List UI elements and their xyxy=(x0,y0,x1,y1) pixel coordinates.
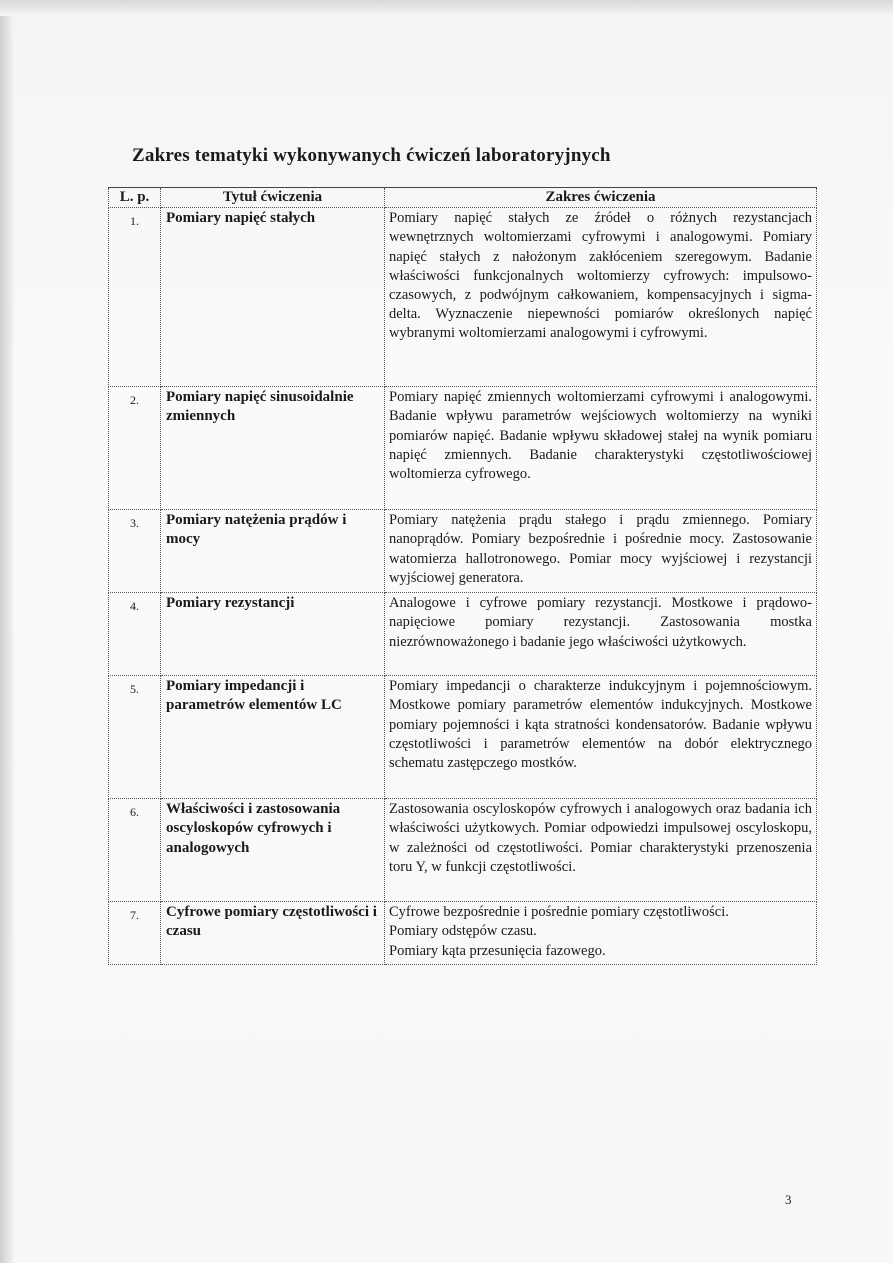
lab-topics-table xyxy=(108,187,817,965)
header-title: Tytuł ćwiczenia xyxy=(161,188,385,208)
row-topic: Pomiary natężenia prądów i mocy xyxy=(161,510,385,593)
row-topic: Pomiary impedancji i parametrów elementów LC xyxy=(161,676,385,799)
table-row xyxy=(109,510,817,593)
table-header-row xyxy=(109,188,817,208)
row-scope: Pomiary napięć stałych ze źródeł o różnych rezystancjach wewnętrznych woltomierzami cyfrowymi i analogowymi. Pomiary napięć stałych z nałożonym zakłóceniem szeregowym. Badanie właściwości funkcjonalnych woltomierzy cyfrowych: impulsowo-czasowych, z podwójnym całkowaniem, kompensacyjnych i sigma-delta. Wyznaczenie niepewności pomiarów określonych napięć wybranymi woltomierzami analogowymi i cyfrowymi. xyxy=(385,208,817,387)
row-topic: Pomiary rezystancji xyxy=(161,593,385,676)
scan-edge-shadow xyxy=(0,0,14,1263)
row-topic: Cyfrowe pomiary częstotliwości i czasu xyxy=(161,902,385,965)
table-row xyxy=(109,387,817,510)
row-scope: Pomiary natężenia prądu stałego i prądu zmiennego. Pomiary nanoprądów. Pomiary bezpośrednie i pośrednie mocy. Zastosowanie watomierza hallotronowego. Pomiar mocy wyjściowej i rezystancji wyjściowej generatora. xyxy=(385,510,817,593)
table-row xyxy=(109,676,817,799)
scope-line: Pomiary odstępów czasu. xyxy=(389,923,537,940)
header-scope: Zakres ćwiczenia xyxy=(385,188,817,208)
scope-line: Pomiary kąta przesunięcia fazowego. xyxy=(389,942,606,959)
page-number: 3 xyxy=(785,1192,792,1207)
row-topic: Pomiary napięć stałych xyxy=(161,208,385,387)
row-scope: Analogowe i cyfrowe pomiary rezystancji. Mostkowe i prądowo-napięciowe pomiary rezystancji. Zastosowania mostka niezrównoważonego i badanie jego właściwości użytkowych. xyxy=(385,593,817,676)
scan-top-shadow xyxy=(0,0,893,16)
row-topic: Właściwości i zastosowania oscyloskopów cyfrowych i analogowych xyxy=(161,799,385,902)
row-scope xyxy=(385,902,817,965)
row-scope: Pomiary impedancji o charakterze indukcyjnym i pojemnościowym. Mostkowe pomiary parametrów elementów indukcyjnych. Mostkowe pomiary pojemności i kąta stratności kondensatorów. Badanie wpływu częstotliwości i parametrów elementów na dobór elektrycznego schematu zastępczego mostków. xyxy=(385,676,817,799)
row-scope: Zastosowania oscyloskopów cyfrowych i analogowych oraz badania ich właściwości użytkowych. Pomiar odpowiedzi impulsowej oscyloskopu, w zależności od częstotliwości. Pomiar charakterystyki przenoszenia toru Y, w funkcji częstotliwości. xyxy=(385,799,817,902)
scope-line: Cyfrowe bezpośrednie i pośrednie pomiary częstotliwości. xyxy=(389,904,729,921)
table-row xyxy=(109,902,817,965)
table-row xyxy=(109,799,817,902)
row-topic: Pomiary napięć sinusoidalnie zmiennych xyxy=(161,387,385,510)
page-title: Zakres tematyki wykonywanych ćwiczeń laboratoryjnych xyxy=(132,145,611,166)
row-number: 6. xyxy=(109,799,161,902)
row-scope: Pomiary napięć zmiennych woltomierzami cyfrowymi i analogowymi. Badanie wpływu parametrów wejściowych woltomierzy na wyniki pomiarów napięć. Badanie wpływu składowej stałej na wynik pomiaru napięć zmiennych. Badanie charakterystyki częstotliwościowej woltomierza cyfrowego. xyxy=(385,387,817,510)
row-number: 7. xyxy=(109,902,161,965)
header-lp: L. p. xyxy=(109,188,161,208)
row-number: 1. xyxy=(109,208,161,387)
row-number: 4. xyxy=(109,593,161,676)
row-number: 2. xyxy=(109,387,161,510)
table-row xyxy=(109,208,817,387)
table-row xyxy=(109,593,817,676)
row-number: 3. xyxy=(109,510,161,593)
row-number: 5. xyxy=(109,676,161,799)
